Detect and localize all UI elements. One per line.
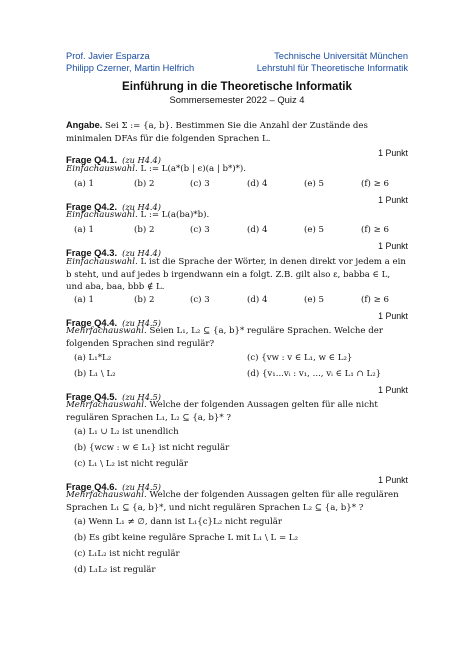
question-ref: (zu H4.5)	[122, 392, 161, 402]
question-q42-text	[66, 209, 209, 222]
question-text: Welche der folgenden Aussagen gelten für alle nicht regulären Sprachen L₁, L₂ ⊆ {a, b}* ?	[66, 400, 378, 423]
intro-label: Angabe.	[66, 120, 103, 130]
option[interactable]: (a) 1	[74, 295, 95, 305]
question-points: 1 Punkt	[378, 195, 408, 205]
question-label: Frage Q4.1.	[66, 154, 118, 165]
option[interactable]: (b) L₁ \ L₂	[74, 369, 116, 379]
question-type: Mehrfachauswahl.	[66, 326, 147, 336]
page-subtitle: Sommersemester 2022 – Quiz 4	[169, 94, 305, 105]
question-label: Frage Q4.6.	[66, 481, 118, 492]
option[interactable]: (e) 5	[304, 179, 324, 189]
question-type: Einfachauswahl.	[66, 210, 138, 220]
question-type: Mehrfachauswahl.	[66, 400, 147, 410]
option[interactable]: (a) 1	[74, 179, 95, 189]
option[interactable]: (a) L₁ ∪ L₂ ist unendlich	[74, 427, 179, 437]
question-label: Frage Q4.5.	[66, 391, 118, 402]
question-type: Mehrfachauswahl.	[66, 490, 147, 500]
question-ref: (zu H4.5)	[122, 482, 161, 492]
question-points: 1 Punkt	[378, 385, 408, 395]
option[interactable]: (b) Es gibt keine reguläre Sprache L mit L₁ \ L = L₂	[74, 533, 299, 543]
header-right-line2: Lehrstuhl für Theoretische Informatik	[256, 63, 408, 73]
question-text: Seien L₁, L₂ ⊆ {a, b}* reguläre Sprachen. Welche der folgenden Sprachen sind regulär?	[66, 326, 383, 349]
question-label: Frage Q4.2.	[66, 201, 118, 212]
question-points: 1 Punkt	[378, 241, 408, 251]
intro-text: Sei Σ := {a, b}. Bestimmen Sie die Anzahl der Zustände des minimalen DFAs für die folgenden Sprachen L.	[66, 121, 368, 144]
question-points: 1 Punkt	[378, 475, 408, 485]
question-q45-text	[66, 399, 408, 424]
option[interactable]: (c) L₁ \ L₂ ist nicht regulär	[74, 459, 189, 469]
question-q46-text	[66, 489, 408, 514]
option[interactable]: (a) 1	[74, 225, 95, 235]
option[interactable]: (f) ≥ 6	[361, 179, 390, 189]
option[interactable]: (d) {v₁...vᵢ : v₁, ..., vᵢ ∈ L₁ ∩ L₂}	[247, 369, 382, 379]
question-ref: (zu H4.4)	[122, 248, 161, 258]
option[interactable]: (a) Wenn L₁ ≠ ∅, dann ist L₁{c}L₂ nicht regulär	[74, 517, 282, 527]
question-q44-text	[66, 325, 408, 350]
option[interactable]: (e) 5	[304, 225, 324, 235]
question-label: Frage Q4.4.	[66, 317, 118, 328]
option[interactable]: (d) 4	[247, 179, 268, 189]
option[interactable]: (f) ≥ 6	[361, 225, 390, 235]
question-text: L ist die Sprache der Wörter, in denen direkt vor jedem a ein b steht, und auf jedes b irgendwann ein a folgt. Z.B. gilt also ε, babba ∈ L, und aba, baa, bbb ∉ L.	[66, 257, 406, 293]
question-ref: (zu H4.4)	[122, 155, 161, 165]
option[interactable]: (c) 3	[190, 179, 210, 189]
option[interactable]: (b) 2	[134, 225, 155, 235]
option[interactable]: (c) 3	[190, 225, 210, 235]
option[interactable]: (c) 3	[190, 295, 210, 305]
question-type: Einfachauswahl.	[66, 164, 138, 174]
question-ref: (zu H4.5)	[122, 318, 161, 328]
question-q41-text	[66, 163, 246, 176]
option[interactable]: (f) ≥ 6	[361, 295, 390, 305]
option[interactable]: (d) 4	[247, 225, 268, 235]
option[interactable]: (b) {wcw : w ∈ L₁} ist nicht regulär	[74, 443, 230, 453]
option[interactable]: (b) 2	[134, 179, 155, 189]
option[interactable]: (e) 5	[304, 295, 324, 305]
question-type: Einfachauswahl.	[66, 257, 138, 267]
intro-block	[66, 119, 408, 145]
question-ref: (zu H4.4)	[122, 202, 161, 212]
question-points: 1 Punkt	[378, 311, 408, 321]
header-left-line2: Philipp Czerner, Martin Helfrich	[66, 63, 195, 73]
option[interactable]: (c) {vw : v ∈ L₁, w ∈ L₂}	[247, 353, 353, 363]
question-text: L := L(a(ba)*b).	[140, 210, 210, 220]
option[interactable]: (c) L₁L₂ ist nicht regulär	[74, 549, 180, 559]
option[interactable]: (d) 4	[247, 295, 268, 305]
question-text: L := L(a*(b | ϵ)(a | b*)*).	[140, 164, 247, 174]
header-left-line1: Prof. Javier Esparza	[66, 51, 150, 61]
question-text: Welche der folgenden Aussagen gelten für alle regulären Sprachen L₁ ⊆ {a, b}*, und nicht regulären Sprachen L₂ ⊆ {a, b}* ?	[66, 490, 399, 513]
option[interactable]: (d) L₁L₂ ist regulär	[74, 565, 156, 575]
option[interactable]: (a) L₁*L₂	[74, 353, 112, 363]
option[interactable]: (b) 2	[134, 295, 155, 305]
page-title: Einführung in die Theoretische Informatik	[122, 80, 352, 93]
question-label: Frage Q4.3.	[66, 247, 118, 258]
question-q43-text	[66, 256, 408, 294]
question-points: 1 Punkt	[378, 148, 408, 158]
header-right-line1: Technische Universität München	[274, 51, 408, 61]
